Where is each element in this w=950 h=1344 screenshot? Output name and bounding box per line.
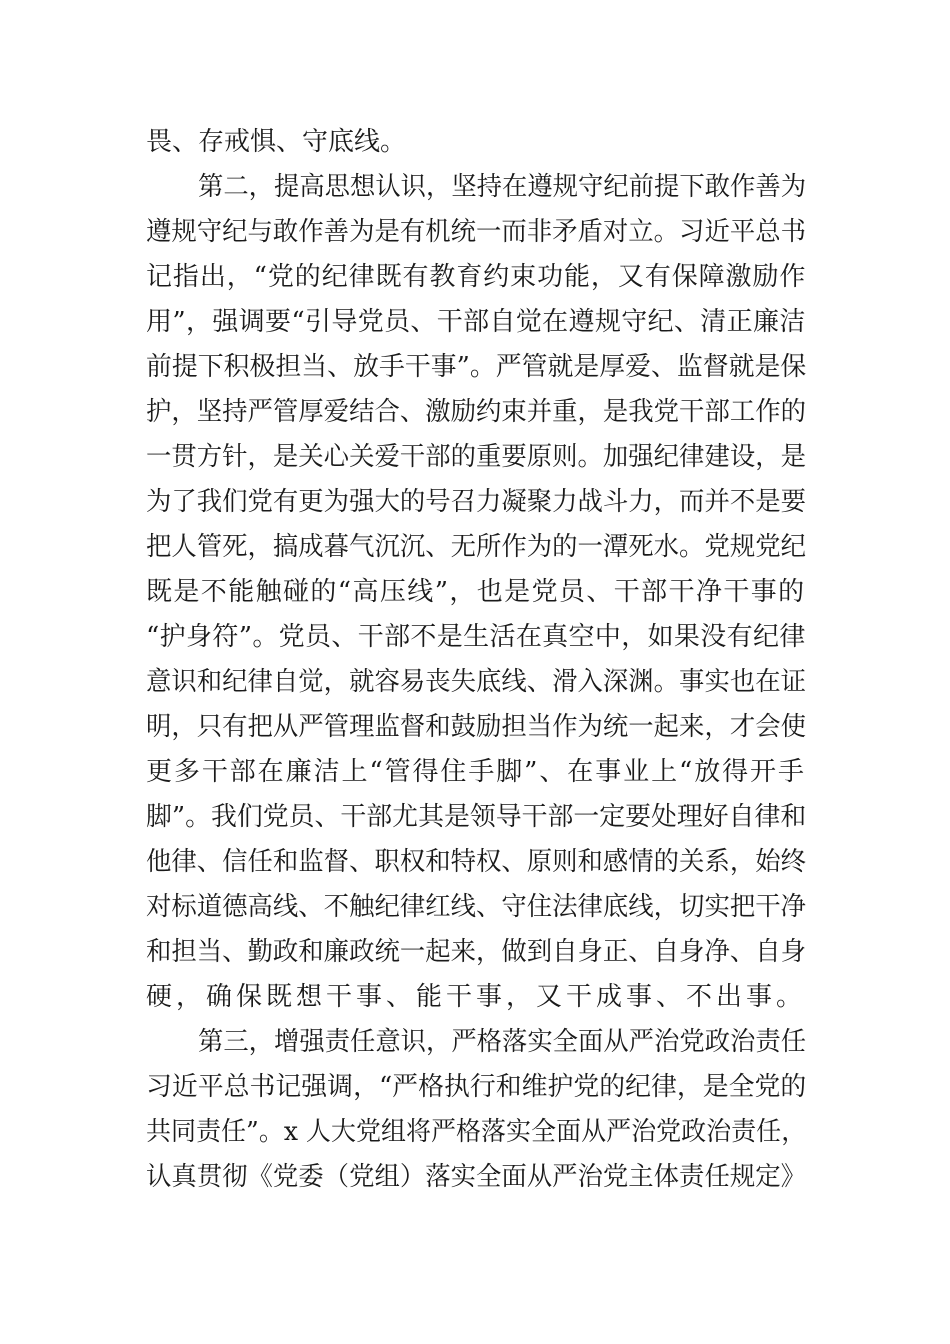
text-line: 畏、存戒惧、守底线。: [146, 127, 407, 157]
text-line: 和担当、勤政和廉政统一起来，做到自身正、自身净、自身: [146, 937, 806, 967]
text-line: 对标道德高线、不触纪律红线、守住法律底线，切实把干净: [146, 892, 806, 922]
text-line: 前提下积极担当、放手干事”。严管就是厚爱、监督就是保: [146, 352, 807, 382]
text-line: 明，只有把从严管理监督和鼓励担当作为统一起来，才会使: [146, 712, 806, 742]
text-line: 共同责任”。x 人大党组将严格落实全面从严治党政治责任，: [146, 1117, 807, 1147]
text-line: 他律、信任和监督、职权和特权、原则和感情的关系，始终: [146, 847, 806, 877]
text-line: 用”，强调要“引导党员、干部自觉在遵规守纪、清正廉洁: [146, 307, 806, 337]
text-line: 为了我们党有更为强大的号召力凝聚力战斗力，而并不是要: [146, 487, 806, 517]
text-line: 脚”。我们党员、干部尤其是领导干部一定要处理好自律和: [146, 802, 807, 832]
text-line: “护身符”。党员、干部不是生活在真空中，如果没有纪律: [146, 622, 806, 652]
paragraph-heading: 第二，提高思想认识，坚持在遵规守纪前提下敢作善为: [198, 172, 807, 202]
text-line: 更多干部在廉洁上“管得住手脚”、在事业上“放得开手: [146, 757, 806, 787]
text-line: 意识和纪律自觉，就容易丧失底线、滑入深渊。事实也在证: [146, 667, 806, 697]
text-line: 认真贯彻《党委（党组）落实全面从严治党主体责任规定》: [146, 1162, 806, 1192]
text-line: 硬，确保既想干事、能干事，又干成事、不出事。: [146, 982, 807, 1012]
text-line: 护，坚持严管厚爱结合、激励约束并重，是我党干部工作的: [146, 397, 806, 427]
paragraph-heading: 第三，增强责任意识，严格落实全面从严治党政治责任: [198, 1027, 807, 1057]
text-line: 把人管死，搞成暮气沉沉、无所作为的一潭死水。党规党纪: [146, 532, 806, 562]
text-line: 遵规守纪与敢作善为是有机统一而非矛盾对立。习近平总书: [146, 217, 806, 247]
text-line: 习近平总书记强调，“严格执行和维护党的纪律，是全党的: [146, 1072, 807, 1102]
text-line: 一贯方针，是关心关爱干部的重要原则。加强纪律建设，是: [146, 442, 806, 472]
text-line: 既是不能触碰的“高压线”，也是党员、干部干净干事的: [146, 577, 806, 607]
text-line: 记指出，“党的纪律既有教育约束功能，又有保障激励作: [146, 262, 807, 292]
